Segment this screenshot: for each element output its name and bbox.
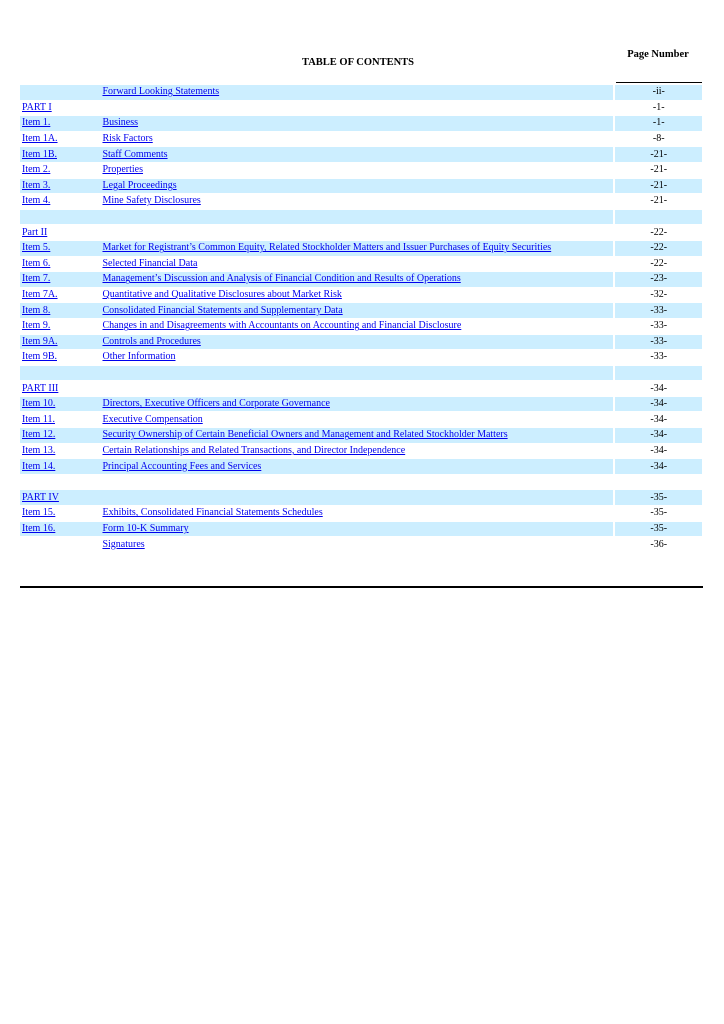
toc-row xyxy=(20,522,702,538)
toc-row xyxy=(20,101,702,117)
toc-page-number: -33- xyxy=(615,335,702,351)
toc-title-cell xyxy=(100,366,615,382)
toc-row xyxy=(20,116,702,132)
toc-row xyxy=(20,132,702,148)
toc-item-link[interactable]: Item 4. xyxy=(22,195,51,207)
toc-item-cell xyxy=(20,163,100,179)
toc-item-cell xyxy=(20,350,100,366)
toc-item-cell xyxy=(20,288,100,304)
toc-title-cell xyxy=(100,475,615,491)
toc-title-cell xyxy=(100,288,615,304)
toc-item-link[interactable]: Item 8. xyxy=(22,304,51,316)
toc-title-cell xyxy=(100,163,615,179)
toc-item-link[interactable]: Item 1. xyxy=(22,117,51,129)
toc-item-link[interactable]: Item 9B. xyxy=(22,351,57,363)
toc-item-link[interactable]: Item 1A. xyxy=(22,133,58,145)
toc-item-link[interactable]: Item 3. xyxy=(22,179,51,191)
toc-title-cell xyxy=(100,490,615,506)
toc-page-number: -22- xyxy=(615,241,702,257)
toc-item-cell xyxy=(20,210,100,226)
toc-title-cell xyxy=(100,397,615,413)
toc-title-cell xyxy=(100,444,615,460)
toc-title-link[interactable]: Exhibits, Consolidated Financial Statements Schedules xyxy=(102,507,323,519)
toc-item-link[interactable]: Item 7A. xyxy=(22,289,58,301)
toc-page-number xyxy=(615,210,702,226)
toc-page-number: -32- xyxy=(615,288,702,304)
toc-item-cell xyxy=(20,241,100,257)
toc-item-link[interactable]: Item 12. xyxy=(22,429,56,441)
toc-row xyxy=(20,335,702,351)
toc-item-cell xyxy=(20,506,100,522)
toc-title-cell xyxy=(100,101,615,117)
toc-title-link[interactable]: Forward Looking Statements xyxy=(102,86,220,98)
toc-item-cell xyxy=(20,179,100,195)
toc-item-link[interactable]: Item 7. xyxy=(22,273,51,285)
toc-item-cell xyxy=(20,303,100,319)
toc-page-number: -33- xyxy=(615,350,702,366)
toc-title-link[interactable]: Form 10-K Summary xyxy=(102,522,189,534)
header-divider xyxy=(616,82,702,83)
toc-item-cell xyxy=(20,412,100,428)
page-number-header: Page Number xyxy=(627,49,689,60)
toc-row xyxy=(20,350,702,366)
toc-title-cell xyxy=(100,459,615,475)
toc-page-number: -22- xyxy=(615,257,702,273)
toc-row xyxy=(20,194,702,210)
toc-page-number: -33- xyxy=(615,319,702,335)
toc-title-link[interactable]: Other Information xyxy=(102,351,176,363)
toc-item-cell xyxy=(20,132,100,148)
toc-title-cell xyxy=(100,319,615,335)
toc-item-link[interactable]: Item 13. xyxy=(22,444,56,456)
toc-item-cell xyxy=(20,522,100,538)
toc-row xyxy=(20,444,702,460)
toc-item-cell xyxy=(20,85,100,101)
toc-page-number: -34- xyxy=(615,412,702,428)
toc-title-link[interactable]: Management’s Discussion and Analysis of Financial Condition and Results of Operations xyxy=(102,273,461,285)
toc-item-link[interactable]: Item 14. xyxy=(22,460,56,472)
toc-item-cell xyxy=(20,444,100,460)
toc-page-number: -36- xyxy=(615,537,702,553)
toc-title-link[interactable]: Quantitative and Qualitative Disclosures about Market Risk xyxy=(102,289,342,301)
toc-page-number: -21- xyxy=(615,179,702,195)
toc-item-link[interactable]: PART IV xyxy=(22,491,59,503)
toc-item-cell xyxy=(20,101,100,117)
toc-page-number: -35- xyxy=(615,522,702,538)
toc-row xyxy=(20,179,702,195)
toc-table xyxy=(20,85,702,553)
toc-row xyxy=(20,490,702,506)
page-title: TABLE OF CONTENTS xyxy=(301,57,415,68)
toc-title-cell xyxy=(100,132,615,148)
toc-item-link[interactable]: Item 11. xyxy=(22,413,55,425)
toc-row xyxy=(20,475,702,491)
toc-item-cell xyxy=(20,397,100,413)
toc-title-link[interactable]: Market for Registrant’s Common Equity, Related Stockholder Matters and Issuer Purchases of Equity Securities xyxy=(102,242,552,254)
toc-title-link[interactable]: Business xyxy=(102,117,139,129)
toc-row xyxy=(20,163,702,179)
toc-item-link[interactable]: Item 9A. xyxy=(22,335,58,347)
toc-title-link[interactable]: Executive Compensation xyxy=(102,413,203,425)
toc-title-link[interactable]: Directors, Executive Officers and Corporate Governance xyxy=(102,398,330,410)
toc-page-number: -34- xyxy=(615,428,702,444)
toc-row xyxy=(20,319,702,335)
toc-item-link[interactable]: Item 6. xyxy=(22,257,51,269)
toc-row xyxy=(20,459,702,475)
toc-title-cell xyxy=(100,522,615,538)
toc-title-cell xyxy=(100,272,615,288)
toc-item-cell xyxy=(20,257,100,273)
toc-item-cell xyxy=(20,194,100,210)
toc-page-number: -34- xyxy=(615,397,702,413)
toc-row xyxy=(20,257,702,273)
toc-title-link[interactable]: Legal Proceedings xyxy=(102,179,177,191)
toc-item-link[interactable]: Item 9. xyxy=(22,320,51,332)
toc-item-cell xyxy=(20,116,100,132)
toc-title-cell xyxy=(100,303,615,319)
toc-row xyxy=(20,288,702,304)
toc-item-cell xyxy=(20,272,100,288)
toc-row xyxy=(20,428,702,444)
toc-item-link[interactable]: PART III xyxy=(22,382,59,394)
toc-row xyxy=(20,225,702,241)
toc-row xyxy=(20,397,702,413)
toc-title-cell xyxy=(100,116,615,132)
toc-title-cell xyxy=(100,350,615,366)
toc-item-cell xyxy=(20,459,100,475)
toc-page-number: -22- xyxy=(615,225,702,241)
toc-title-cell xyxy=(100,537,615,553)
toc-page-number: -23- xyxy=(615,272,702,288)
toc-title-link[interactable]: Security Ownership of Certain Beneficial Owners and Management and Related Stockholder Matters xyxy=(102,429,508,441)
toc-item-link[interactable]: Item 16. xyxy=(22,522,56,534)
toc-title-cell xyxy=(100,428,615,444)
toc-title-cell xyxy=(100,412,615,428)
toc-row xyxy=(20,366,702,382)
toc-page-number: -35- xyxy=(615,506,702,522)
toc-row xyxy=(20,210,702,226)
toc-row xyxy=(20,506,702,522)
toc-page-number: -34- xyxy=(615,381,702,397)
toc-title-cell xyxy=(100,147,615,163)
toc-title-cell xyxy=(100,225,615,241)
toc-item-link[interactable]: Item 10. xyxy=(22,398,56,410)
toc-item-cell xyxy=(20,225,100,241)
toc-title-link[interactable]: Risk Factors xyxy=(102,133,153,145)
toc-row xyxy=(20,381,702,397)
toc-row xyxy=(20,147,702,163)
toc-title-cell xyxy=(100,194,615,210)
toc-page-number: -21- xyxy=(615,147,702,163)
toc-item-cell xyxy=(20,428,100,444)
toc-row xyxy=(20,412,702,428)
toc-title-link[interactable]: Principal Accounting Fees and Services xyxy=(102,460,262,472)
toc-title-cell xyxy=(100,335,615,351)
toc-page-number: -1- xyxy=(615,116,702,132)
toc-page-number xyxy=(615,366,702,382)
toc-item-link[interactable]: Item 5. xyxy=(22,242,51,254)
toc-title-cell xyxy=(100,179,615,195)
toc-body xyxy=(20,85,702,553)
toc-title-link[interactable]: Controls and Procedures xyxy=(102,335,201,347)
bottom-divider xyxy=(20,586,703,588)
toc-title-cell xyxy=(100,210,615,226)
toc-item-cell xyxy=(20,381,100,397)
toc-title-link[interactable]: Changes in and Disagreements with Accountants on Accounting and Financial Disclosure xyxy=(102,320,462,332)
toc-row xyxy=(20,85,702,101)
toc-title-link[interactable]: Consolidated Financial Statements and Supplementary Data xyxy=(102,304,343,316)
toc-item-link[interactable]: Item 1B. xyxy=(22,148,57,160)
toc-item-cell xyxy=(20,490,100,506)
toc-page-number: -33- xyxy=(615,303,702,319)
toc-item-cell xyxy=(20,366,100,382)
toc-item-cell xyxy=(20,475,100,491)
toc-title-cell xyxy=(100,241,615,257)
toc-item-link[interactable]: PART I xyxy=(22,101,52,113)
toc-title-link[interactable]: Selected Financial Data xyxy=(102,257,198,269)
toc-item-cell xyxy=(20,319,100,335)
toc-title-link[interactable]: Certain Relationships and Related Transactions, and Director Independence xyxy=(102,444,406,456)
toc-item-link[interactable]: Item 15. xyxy=(22,507,56,519)
toc-page-number xyxy=(615,475,702,491)
toc-title-link[interactable]: Staff Comments xyxy=(102,148,168,160)
toc-title-cell xyxy=(100,381,615,397)
toc-item-link[interactable]: Item 2. xyxy=(22,164,51,176)
toc-row xyxy=(20,303,702,319)
toc-title-link[interactable]: Properties xyxy=(102,164,144,176)
toc-row xyxy=(20,241,702,257)
toc-title-cell xyxy=(100,257,615,273)
toc-title-cell xyxy=(100,85,615,101)
toc-item-cell xyxy=(20,537,100,553)
toc-page-number: -34- xyxy=(615,459,702,475)
toc-title-link[interactable]: Signatures xyxy=(102,538,145,550)
toc-page-number: -34- xyxy=(615,444,702,460)
toc-page-number: -35- xyxy=(615,490,702,506)
toc-page-number: -1- xyxy=(615,101,702,117)
toc-item-cell xyxy=(20,147,100,163)
toc-title-link[interactable]: Mine Safety Disclosures xyxy=(102,195,201,207)
toc-page-number: -8- xyxy=(615,132,702,148)
toc-title-cell xyxy=(100,506,615,522)
toc-row xyxy=(20,537,702,553)
toc-page-number: -ii- xyxy=(615,85,702,101)
toc-item-cell xyxy=(20,335,100,351)
toc-row xyxy=(20,272,702,288)
toc-item-link[interactable]: Part II xyxy=(22,226,48,238)
toc-page-number: -21- xyxy=(615,163,702,179)
toc-page-number: -21- xyxy=(615,194,702,210)
